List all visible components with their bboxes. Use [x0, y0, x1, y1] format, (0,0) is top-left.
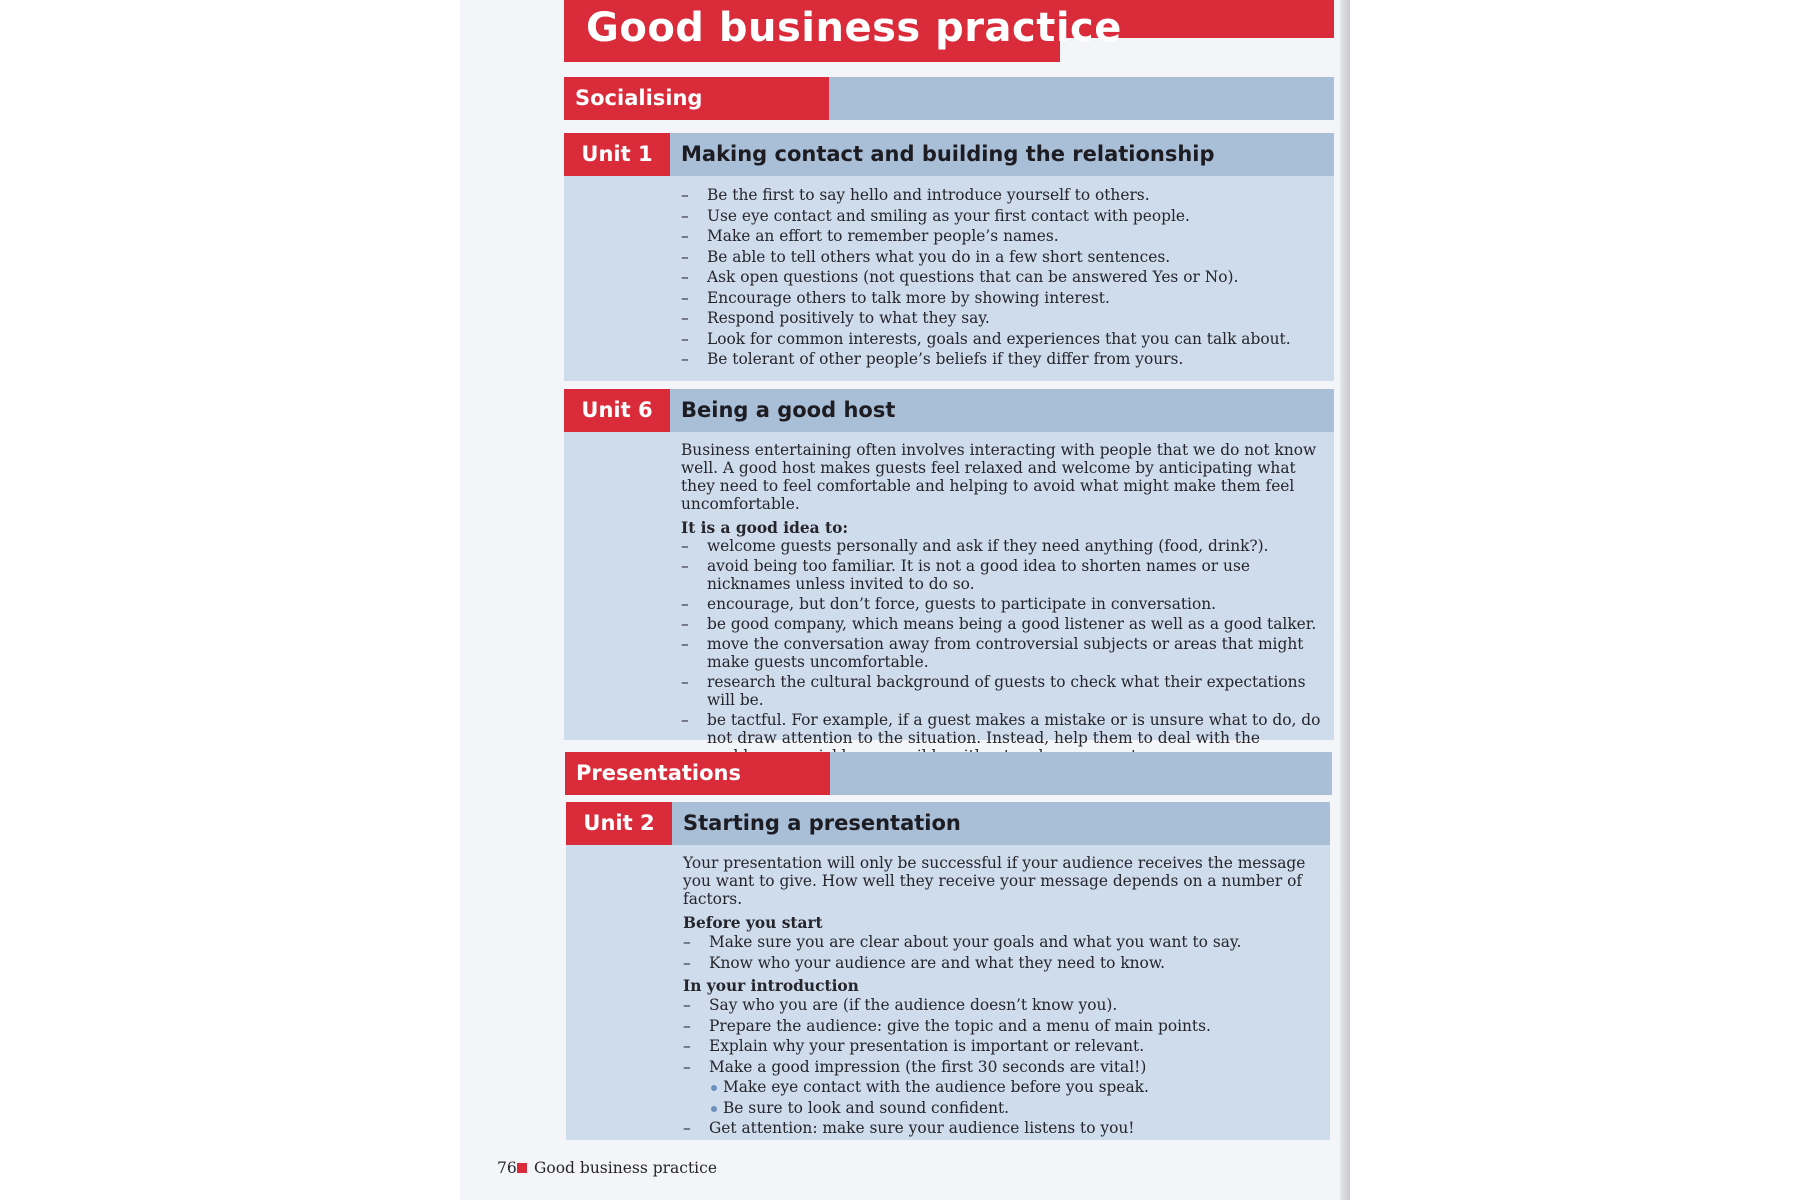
section-title: Presentations — [565, 752, 830, 795]
sub-bullet-list — [683, 1077, 1318, 1118]
bullet-list — [681, 185, 1322, 370]
subheading-before-you-start: Before you start — [683, 914, 823, 932]
list-item: – Be able to tell others what you do in a few short sentences. — [681, 247, 1322, 268]
list-item: – Encourage others to talk more by showing interest. — [681, 288, 1322, 309]
list-item: – Respond positively to what they say. — [681, 308, 1322, 329]
section-header-socialising — [564, 77, 1334, 120]
bullet-list — [683, 1118, 1318, 1139]
page-gutter-shadow — [1340, 0, 1350, 1200]
list-item: Make eye contact with the audience before you speak. — [683, 1077, 1318, 1098]
unit-label: Unit 6 — [564, 389, 670, 432]
subheading-in-your-introduction: In your introduction — [683, 977, 859, 995]
footer-label: Good business practice — [534, 1159, 717, 1177]
list-item: – avoid being too familiar. It is not a good idea to shorten names or use nicknames unless invited to do so. — [681, 557, 1322, 593]
list-item: – Be the first to say hello and introduce yourself to others. — [681, 185, 1322, 206]
unit-title: Starting a presentation — [683, 811, 961, 835]
list-item: – be good company, which means being a good listener as well as a good talker. — [681, 615, 1322, 633]
unit-content — [683, 854, 1318, 1139]
list-item: – Make sure you are clear about your goals and what you want to say. — [683, 932, 1318, 953]
unit-panel-6 — [564, 389, 1334, 747]
footer-square-icon — [517, 1163, 527, 1173]
list-item: – Make a good impression (the first 30 seconds are vital!) — [683, 1057, 1318, 1078]
list-item: – research the cultural background of guests to check what their expectations will be. — [681, 673, 1322, 709]
list-item: – move the conversation away from controversial subjects or areas that might make guests uncomfortable. — [681, 635, 1322, 671]
page-title: Good business practice — [586, 5, 1122, 51]
page-number: 76 — [497, 1159, 517, 1177]
unit-content — [681, 441, 1322, 765]
unit-panel-1 — [564, 133, 1334, 381]
list-item: – Be tolerant of other people’s beliefs if they differ from yours. — [681, 349, 1322, 370]
bullet-list — [683, 932, 1318, 973]
unit-label: Unit 1 — [564, 133, 670, 176]
unit-panel-2 — [566, 802, 1330, 1140]
list-item: – Get attention: make sure your audience listens to you! — [683, 1118, 1318, 1139]
list-item: – Know who your audience are and what they need to know. — [683, 953, 1318, 974]
list-item: Be sure to look and sound confident. — [683, 1098, 1318, 1119]
list-item: – Ask open questions (not questions that can be answered Yes or No). — [681, 267, 1322, 288]
unit-header — [564, 389, 1334, 432]
list-item: – encourage, but don’t force, guests to participate in conversation. — [681, 595, 1322, 613]
list-item: – Make an effort to remember people’s names. — [681, 226, 1322, 247]
list-item: – Say who you are (if the audience doesn’t know you). — [683, 995, 1318, 1016]
list-item: – Explain why your presentation is important or relevant. — [683, 1036, 1318, 1057]
list-item: – Prepare the audience: give the topic and a menu of main points. — [683, 1016, 1318, 1037]
intro-paragraph: Your presentation will only be successful if your audience receives the message you want to give. How well they receive your message depends on a number of factors. — [683, 854, 1306, 908]
unit-label: Unit 2 — [566, 802, 672, 845]
bullet-list — [681, 537, 1322, 765]
unit-title: Being a good host — [681, 398, 896, 422]
subheading: It is a good idea to: — [681, 519, 849, 537]
section-title: Socialising — [564, 77, 829, 120]
unit-content — [681, 185, 1322, 370]
list-item: – welcome guests personally and ask if they need anything (food, drink?). — [681, 537, 1322, 555]
intro-paragraph: Business entertaining often involves interacting with people that we do not know well. A good host makes guests feel relaxed and welcome by anticipating what they need to feel comfortable and helping to avoid what might make them feel uncomfortable. — [681, 441, 1317, 513]
list-item: – be tactful. For example, if a guest makes a mistake or is unsure what to do, do not draw attention to the situation. Instead, help them to deal with the — [681, 711, 1322, 765]
list-item: – Look for common interests, goals and experiences that you can talk about. — [681, 329, 1322, 350]
unit-title: Making contact and building the relationship — [681, 142, 1215, 166]
bullet-list — [683, 995, 1318, 1077]
section-header-presentations — [565, 752, 1332, 795]
list-item: – Use eye contact and smiling as your first contact with people. — [681, 206, 1322, 227]
